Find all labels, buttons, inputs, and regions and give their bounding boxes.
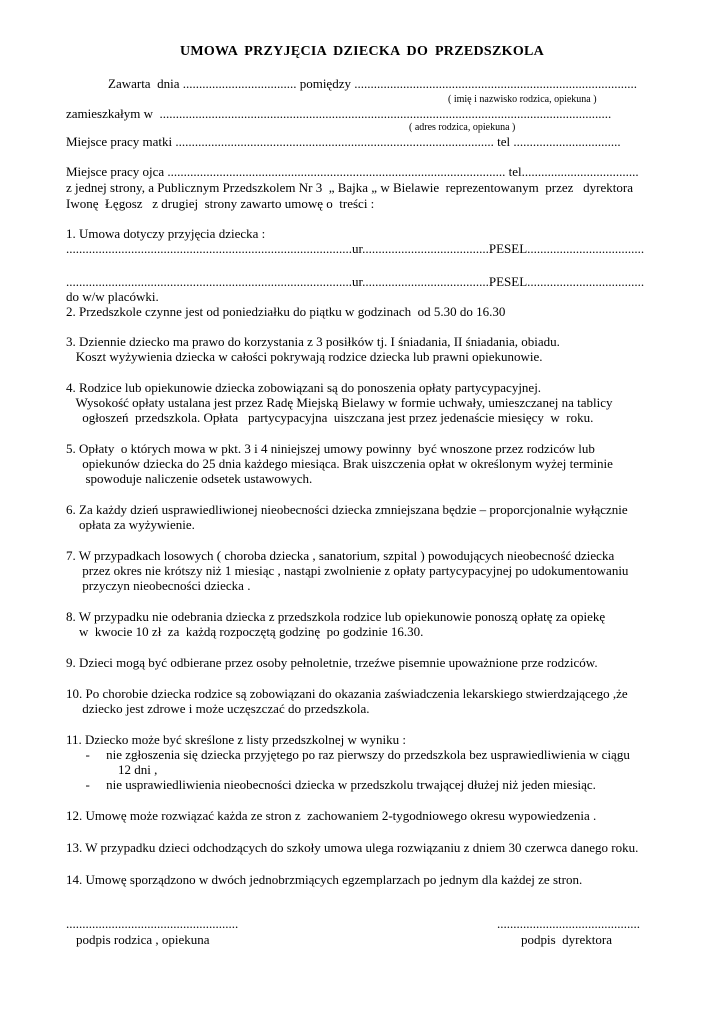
clause-5: 5. Opłaty o których mowa w pkt. 3 i 4 niniejszej umowy powinny być wnoszone przez rodziców lub <box>66 441 595 456</box>
clause-5-line: spowoduje naliczenie odsetek ustawowych. <box>66 471 313 486</box>
clause-3: 3. Dziennie dziecko ma prawo do korzystania z 3 posiłków tj. I śniadania, II śniadania, obiadu. <box>66 334 560 349</box>
clause-9: 9. Dzieci mogą być odbierane przez osoby pełnoletnie, trzeźwe pisemnie upoważnione prze rodziców. <box>66 655 598 670</box>
clause-3-line: Koszt wyżywienia dziecka w całości pokrywają rodzice dziecka lub prawni opiekunowie. <box>66 349 543 364</box>
mother-work-line: Miejsce pracy matki .................................................................................................. tel ................................. <box>66 134 621 149</box>
contract-date-line: Zawarta dnia ................................... pomiędzy ....................................................................................... <box>108 76 637 91</box>
child-entry-line: ........................................................................................ur.......................................PESEL.................................... <box>66 274 645 289</box>
clause-4: 4. Rodzice lub opiekunowie dziecka zobowiązani są do ponoszenia opłaty partycypacyjnej. <box>66 380 542 395</box>
clause-14: 14. Umowę sporządzono w dwóch jednobrzmiących egzemplarzach po jednym dla każdej ze stron. <box>66 872 583 887</box>
clause-6-line: opłata za wyżywienie. <box>66 517 195 532</box>
director-signature-label: podpis dyrektora <box>521 932 612 947</box>
address-line: zamieszkałym w ........................................................................................................................................... <box>66 106 612 121</box>
parent-name-caption: ( imię i nazwisko rodzica, opiekuna ) <box>448 94 597 105</box>
document-title: UMOWA PRZYJĘCIA DZIECKA DO PRZEDSZKOLA <box>179 44 545 59</box>
clause-1: 1. Umowa dotyczy przyjęcia dziecka : <box>66 226 266 241</box>
clause-6: 6. Za każdy dzień usprawiedliwionej nieobecności dziecka zmniejszana będzie – proporcjonalnie wyłącznie <box>66 502 628 517</box>
clause-7-line: przez okres nie krótszy niż 1 miesiąc , nastąpi zwolnienie z opłaty partycypacyjnej po udokumentowaniu <box>66 563 629 578</box>
clause-11-bullet: - nie zgłoszenia się dziecka przyjętego po raz pierwszy do przedszkola bez usprawiedliwienia w ciągu <box>66 747 630 762</box>
clause-13: 13. W przypadku dzieci odchodzących do szkoły umowa ulega rozwiązaniu z dniem 30 czerwca danego roku. <box>66 840 639 855</box>
clause-8-line: w kwocie 10 zł za każdą rozpoczętą godzinę po godzinie 16.30. <box>66 624 424 639</box>
clause-1-continuation: do w/w placówki. <box>66 289 159 304</box>
clause-5-line: opiekunów dziecka do 25 dnia każdego miesiąca. Brak uiszczenia opłat w określonym wyżej terminie <box>66 456 613 471</box>
clause-11-bullet-continuation: 12 dni , <box>66 762 158 777</box>
clause-11: 11. Dziecko może być skreślone z listy przedszkolnej w wyniku : <box>66 732 406 747</box>
party-line-2: Iwonę Łęgosz z drugiej strony zawarto umowę o treści : <box>66 196 375 211</box>
clause-4-line: Wysokość opłaty ustalana jest przez Radę Miejską Bielawy w formie uchwały, umieszczanej na tablicy <box>66 395 613 410</box>
clause-10: 10. Po chorobie dziecka rodzice są zobowiązani do okazania zaświadczenia lekarskiego stwierdzającego ,że <box>66 686 628 701</box>
director-signature-line: ............................................ <box>497 916 640 931</box>
clause-4-line: ogłoszeń przedszkola. Opłata partycypacyjna uiszczana jest przez jedenaście miesięcy w roku. <box>66 410 594 425</box>
clause-8: 8. W przypadku nie odebrania dziecka z przedszkola rodzice lub opiekunowie ponoszą opłatę za opiekę <box>66 609 606 624</box>
clause-7-line: przyczyn nieobecności dziecka . <box>66 578 251 593</box>
clause-12: 12. Umowę może rozwiązać każda ze stron z zachowaniem 2-tygodniowego okresu wypowiedzenia . <box>66 808 597 823</box>
clause-2: 2. Przedszkole czynne jest od poniedziałku do piątku w godzinach od 5.30 do 16.30 <box>66 304 506 319</box>
address-caption: ( adres rodzica, opiekuna ) <box>409 122 516 133</box>
father-work-line: Miejsce pracy ojca ........................................................................................................ tel.................................... <box>66 164 639 179</box>
parent-signature-label: podpis rodzica , opiekuna <box>76 932 210 947</box>
party-line-1: z jednej strony, a Publicznym Przedszkolem Nr 3 „ Bajka „ w Bielawie reprezentowanym przez dyrektora <box>66 180 633 195</box>
clause-7: 7. W przypadkach losowych ( choroba dziecka , sanatorium, szpital ) powodujących nieobecność dziecka <box>66 548 615 563</box>
clause-11-bullet: - nie usprawiedliwienia nieobecności dziecka w przedszkolu trwającej dłużej niż jeden miesiąc. <box>66 777 596 792</box>
clause-10-line: dziecko jest zdrowe i może uczęszczać do przedszkola. <box>66 701 370 716</box>
parent-signature-line: ..................................................... <box>66 916 239 931</box>
child-entry-line: ........................................................................................ur.......................................PESEL.................................... <box>66 241 645 256</box>
